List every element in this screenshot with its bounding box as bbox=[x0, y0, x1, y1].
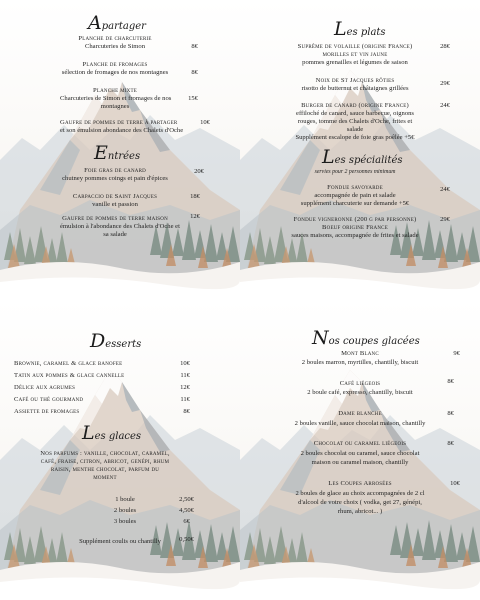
item-price: 24€ bbox=[440, 102, 450, 109]
item-price: 8€ bbox=[447, 410, 454, 417]
panel-les-plats bbox=[240, 0, 480, 300]
item-desc: Charcuteries de Simon et fromages de nos bbox=[60, 95, 172, 102]
item-desc: 2 boules chocolat ou caramel, sauce chocolat bbox=[300, 450, 420, 457]
item-name: Café liégeois bbox=[339, 380, 381, 387]
item-name: Foie gras de canard bbox=[84, 167, 146, 174]
item-name: Noix de St Jacques rôties bbox=[315, 77, 395, 84]
item-desc: pommes grenailles et légumes de saison bbox=[302, 59, 408, 66]
item-name: Dame blanche bbox=[338, 410, 382, 417]
supplement-label: Supplément coulis ou chantilly bbox=[79, 538, 161, 545]
item-desc: effiloché de canard, sauce barbecue, oignons bbox=[296, 110, 414, 117]
dessert-item: Assiette de fromages bbox=[14, 408, 80, 415]
item-price: 28€ bbox=[440, 43, 450, 50]
item-name: Carpaccio de Saint Jacques bbox=[72, 193, 158, 200]
section-title-coupes-glacees: Nos coupes glacées bbox=[312, 327, 420, 349]
dessert-item: Délice aux agrumes bbox=[14, 384, 76, 391]
item-desc: 2 boule café, expresso, chantilly, biscuit bbox=[307, 389, 413, 396]
item-name: Gaufre de pommes de terre à partager bbox=[60, 119, 178, 126]
item-name: Fondue vigneronne (200 g par personne) bbox=[293, 216, 417, 223]
item-price: 29€ bbox=[440, 80, 450, 87]
section-title-les-plats: Les plats bbox=[334, 18, 386, 40]
item-desc: 2 boules marron, myrtilles, chantilly, biscuit bbox=[301, 359, 419, 366]
item-price: 8€ bbox=[447, 378, 454, 385]
item-desc: rhum, abricot... ) bbox=[337, 508, 383, 515]
item-desc: Charcuteries de Simon bbox=[84, 43, 146, 50]
panel-desserts bbox=[0, 300, 240, 600]
item-price: 15€ bbox=[188, 95, 198, 102]
item-price: 8€ bbox=[183, 408, 190, 415]
panel-a-partager bbox=[0, 0, 240, 300]
glace-flavours: raisin, menthe chocolat, parfum du bbox=[50, 466, 160, 473]
item-desc: sa salade bbox=[103, 231, 127, 238]
item-price: 24€ bbox=[440, 186, 450, 193]
item-price: 18€ bbox=[190, 193, 200, 200]
item-price: 29€ bbox=[440, 216, 450, 223]
item-price: 8€ bbox=[447, 440, 454, 447]
item-desc: 2 boules de glace au choix accompagnées de 2 cl bbox=[295, 490, 425, 497]
item-price: 0,50€ bbox=[179, 536, 194, 543]
item-desc: sauces maisons, accompagnée de frites et salade bbox=[291, 232, 419, 239]
glace-flavours: Nos parfums : vanille, chocolat, caramel, bbox=[40, 450, 170, 457]
item-name-line2: morilles et vin jaune bbox=[322, 51, 388, 58]
item-name: Chocolat ou caramel liégeois bbox=[313, 440, 407, 447]
section-title-desserts: Desserts bbox=[90, 330, 142, 352]
item-name: Les Coupes Arrosées bbox=[328, 480, 392, 487]
item-desc: maison ou caramel maison, chantilly bbox=[311, 459, 409, 466]
item-desc: 2 boules vanille, sauce chocolat maison, chantilly bbox=[294, 420, 426, 427]
item-price: 12€ bbox=[190, 213, 200, 220]
item-price: 6€ bbox=[183, 518, 190, 525]
dessert-item: Tatin aux pommes & glace cannelle bbox=[14, 372, 125, 379]
item-desc: salade bbox=[346, 126, 364, 133]
item-price: 4,50€ bbox=[179, 507, 194, 514]
item-desc: accompagnée de pain et salade bbox=[314, 192, 396, 199]
scoop-option: 3 boules bbox=[113, 518, 137, 525]
item-desc: risotto de butternut et châtaignes grillées bbox=[301, 85, 409, 92]
scoop-option: 2 boules bbox=[113, 507, 137, 514]
item-price: 8€ bbox=[191, 69, 198, 76]
item-name: Planche de charcuterie bbox=[78, 35, 152, 42]
supplement-note: Supplément escalope de foie gras poêlée +5€ bbox=[295, 134, 415, 141]
item-price: 11€ bbox=[180, 396, 190, 403]
item-name: Planche de fromages bbox=[82, 61, 148, 68]
item-name: Fondue savoyarde bbox=[327, 184, 383, 191]
specialites-note: servies pour 2 personnes minimum bbox=[314, 169, 396, 175]
item-desc: montagnes bbox=[100, 103, 130, 110]
item-price: 12€ bbox=[180, 384, 190, 391]
item-price: 9€ bbox=[453, 350, 460, 357]
item-desc: supplément charcuterie sur demande +5€ bbox=[300, 200, 410, 207]
item-desc: émulsion à l'abondance des Chalets d'Oche et bbox=[60, 223, 180, 230]
item-desc: chutney pommes coings et pain d'épices bbox=[62, 175, 168, 182]
item-desc: rouges, tomme des Chalets d'Oche, frites et bbox=[297, 118, 413, 125]
item-name: Gaufre de pommes de terre maison bbox=[62, 215, 168, 222]
dessert-item: Brownie, caramel & glace banofee bbox=[14, 360, 123, 367]
item-name: Suprême de volaille (origine France) bbox=[297, 43, 413, 50]
section-title-entrees: Entrées bbox=[94, 142, 141, 164]
scoop-option: 1 boule bbox=[115, 496, 135, 503]
item-name: Planche mixte bbox=[92, 87, 138, 94]
item-price: 10€ bbox=[450, 480, 460, 487]
item-desc: d'alcool de votre choix ( vodka, get 27, génépi, bbox=[298, 499, 422, 506]
section-title-les-specialites: Les spécialités bbox=[322, 146, 403, 168]
item-price: 20€ bbox=[194, 168, 204, 175]
panel-coupes-glacees bbox=[240, 300, 480, 600]
item-price: 10€ bbox=[200, 119, 210, 126]
item-name: Burger de canard (origine France) bbox=[301, 102, 409, 109]
item-desc: vanille et passion bbox=[92, 201, 138, 208]
item-desc: sélection de fromages de nos montagnes bbox=[61, 69, 169, 76]
item-name-line2: Boeuf origine France bbox=[322, 224, 388, 231]
item-price: 10€ bbox=[180, 360, 190, 367]
glace-flavours: café, fraise, citron, abricot, genépi, rhum bbox=[40, 458, 170, 465]
item-price: 2,50€ bbox=[179, 496, 194, 503]
section-title-a-partager: Apartager bbox=[88, 12, 146, 34]
glace-flavours: moment bbox=[93, 474, 117, 481]
item-price: 11€ bbox=[180, 372, 190, 379]
item-desc: et son émulsion abondance des Chalets d'Oche bbox=[60, 127, 184, 134]
dessert-item: Café ou thé gourmand bbox=[14, 396, 84, 403]
section-title-les-glaces: Les glaces bbox=[82, 422, 142, 444]
item-price: 8€ bbox=[191, 43, 198, 50]
item-name: Mont Blanc bbox=[341, 350, 379, 357]
